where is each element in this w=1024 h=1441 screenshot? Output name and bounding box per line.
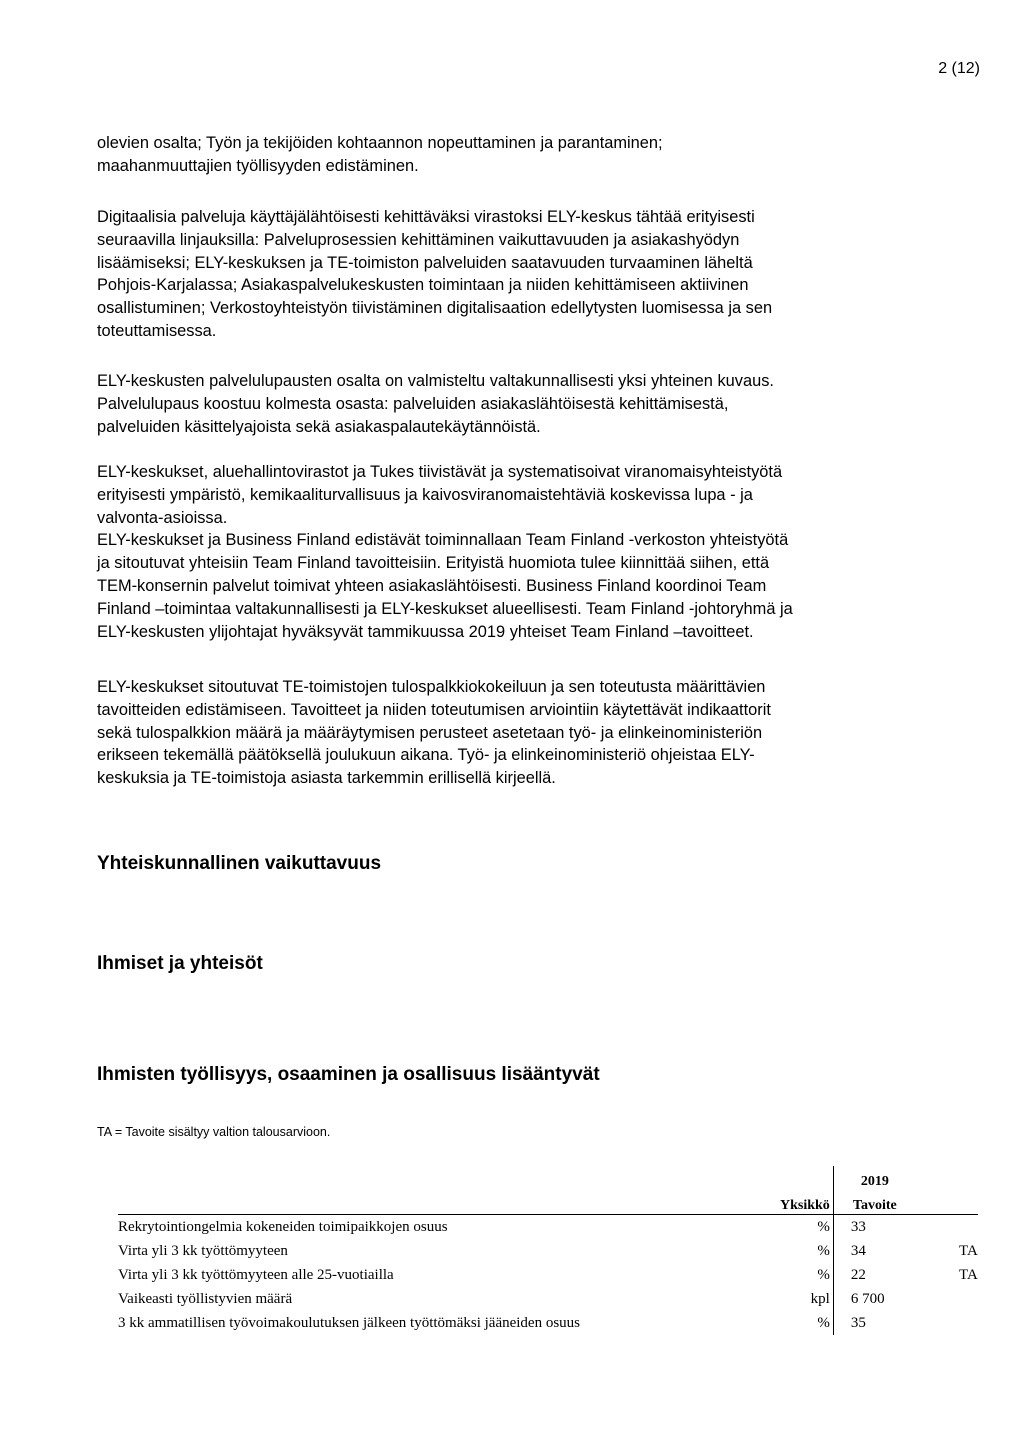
row-unit: %: [780, 1263, 833, 1287]
row-unit: %: [780, 1311, 833, 1335]
row-label: Rekrytointiongelmia kokeneiden toimipaikkojen osuus: [118, 1218, 448, 1235]
row-label: Vaikeasti työllistyvien määrä: [118, 1290, 293, 1307]
row-ta: [916, 1311, 978, 1335]
row-unit: kpl: [780, 1287, 833, 1311]
row-ta: TA: [959, 1242, 978, 1259]
year-header: 2019: [860, 1174, 889, 1189]
unit-header: Yksikkö: [780, 1190, 833, 1215]
header-blank-ta: [916, 1190, 978, 1215]
header-blank-ta: [916, 1166, 978, 1190]
row-target: 22: [850, 1266, 866, 1283]
table-row: [118, 1263, 978, 1287]
row-label: Virta yli 3 kk työttömyyteen alle 25-vuotiailla: [118, 1266, 394, 1283]
row-ta: TA: [959, 1266, 978, 1283]
paragraph-3: [97, 370, 957, 438]
header-blank: [118, 1190, 780, 1215]
paragraph-4: [97, 461, 957, 643]
row-target: 34: [850, 1242, 866, 1259]
header-blank: [118, 1166, 780, 1190]
row-unit: %: [780, 1239, 833, 1263]
table-row: [118, 1215, 978, 1240]
table-row: [118, 1239, 978, 1263]
row-target: 33: [850, 1218, 866, 1235]
table-row: [118, 1311, 978, 1335]
header-blank-unit: [780, 1166, 833, 1190]
row-target: 35: [850, 1314, 866, 1331]
paragraph-5-text: ELY-keskukset sitoutuvat TE-toimistojen tulospalkkiokokeiluun ja sen toteutusta määrittävien tavoitteiden edistämiseen. Tavoitteet ja niiden toteutumisen arviointiin käytettävät indikaattorit sekä tulospalkkion määrä ja määräytymisen perusteet asetetaan työ- ja elinkeinoministeriön erikseen tekemällä päätöksellä joulukuun aikana. Työ- ja elinkeinoministeriö ohjeistaa ELY- keskuksia ja TE-toimistoja asiasta tarkemmin erillisellä kirjeellä.: [97, 678, 771, 788]
section-heading: Yhteiskunnallinen vaikuttavuus: [97, 853, 382, 874]
ta-note: TA = Tavoite sisältyy valtion talousarvioon.: [97, 1125, 331, 1139]
row-label: Virta yli 3 kk työttömyyteen: [118, 1242, 288, 1259]
table-header-row: [118, 1190, 978, 1215]
target-header: Tavoite: [852, 1198, 897, 1213]
table-row: [118, 1287, 978, 1311]
row-unit: %: [780, 1215, 833, 1240]
paragraph-5: [97, 676, 957, 790]
paragraph-1: [97, 132, 957, 178]
goal-heading: Ihmisten työllisyys, osaaminen ja osallisuus lisääntyvät: [97, 1064, 600, 1085]
page-number: 2 (12): [938, 60, 980, 77]
paragraph-3-text: ELY-keskusten palvelulupausten osalta on valmisteltu valtakunnallisesti yksi yhteinen kuvaus. Palvelulupaus koostuu kolmesta osasta: palveluiden asiakaslähtöisestä kehittämisestä, palveluiden käsittelyajoista sekä asiakaspalautekäytännöistä.: [97, 372, 774, 436]
subsection-heading: Ihmiset ja yhteisöt: [97, 953, 263, 974]
paragraph-4-text: ELY-keskukset, aluehallintovirastot ja Tukes tiivistävät ja systematisoivat viranomaisyhteistyötä erityisesti ympäristö, kemikaaliturvallisuus ja kaivosviranomaistehtäviä koskevissa lupa - ja valvonta-asioissa. ELY-keskukset ja Business Finland edistävät toiminnallaan Team Finland -verkoston yhteistyötä ja sitoutuvat yhteisiin Team Finland tavoitteisiin. Erityistä huomiota tulee kiinnittää siihen, että TEM-konsernin palvelut toimivat yhteen asiakaslähtöisesti. Business Finland koordinoi Team Finland –toimintaa valtakunnallisesti ja ELY-keskukset alueellisesti. Team Finland -johtoryhmä ja ELY-keskusten ylijohtajat hyväksyvät tammikuussa 2019 yhteiset Team Finland –tavoitteet.: [97, 463, 793, 641]
row-ta: [916, 1287, 978, 1311]
goals-table: [118, 1166, 978, 1335]
table-header-row: [118, 1166, 978, 1190]
paragraph-2: [97, 206, 957, 343]
row-ta: [916, 1215, 978, 1240]
paragraph-2-text: Digitaalisia palveluja käyttäjälähtöisesti kehittäväksi virastoksi ELY-keskus tähtää erityisesti seuraavilla linjauksilla: Palveluprosessien kehittäminen vaikuttavuuden ja asiakashyödyn lisäämiseksi; ELY-keskuksen ja TE-toimiston palveluiden saatavuuden turvaaminen läheltä Pohjois-Karjalassa; Asiakaspalvelukeskusten toimintaan ja niiden kehittämiseen aktiivinen osallistuminen; Verkostoyhteistyön tiivistäminen digitalisaation edellytysten luomisessa ja sen toteuttamisessa.: [97, 208, 773, 340]
paragraph-1-text: olevien osalta; Työn ja tekijöiden kohtaannon nopeuttaminen ja parantaminen; maahanmuuttajien työllisyyden edistäminen.: [97, 134, 663, 175]
row-target: 6 700: [850, 1290, 885, 1307]
row-label: 3 kk ammatillisen työvoimakoulutuksen jälkeen työttömäksi jääneiden osuus: [118, 1314, 581, 1331]
